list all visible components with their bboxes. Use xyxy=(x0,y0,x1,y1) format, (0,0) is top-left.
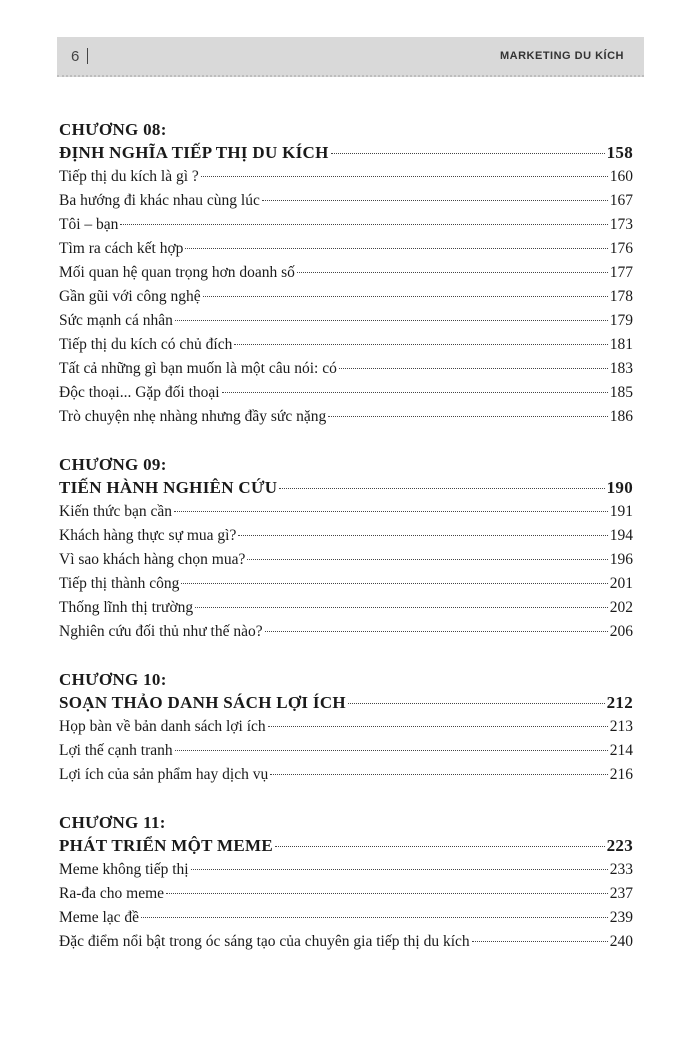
toc-entry[interactable] xyxy=(59,213,633,237)
page-number xyxy=(71,48,88,65)
entry-page-number: 212 xyxy=(606,693,633,712)
dot-leader xyxy=(195,607,608,608)
toc-entry[interactable] xyxy=(59,405,633,429)
toc-chapter xyxy=(59,811,633,954)
entry-page-number: 176 xyxy=(609,240,633,257)
dot-leader xyxy=(203,296,608,297)
entry-page-number: 173 xyxy=(609,216,633,233)
entry-page-number: 237 xyxy=(609,885,633,902)
dot-leader xyxy=(247,559,607,560)
entry-page-number: 223 xyxy=(606,836,633,855)
dot-leader xyxy=(181,583,607,584)
entry-title: Meme lạc đề xyxy=(59,909,140,926)
dot-leader xyxy=(201,176,608,177)
entry-title: Meme không tiếp thị xyxy=(59,861,189,878)
entry-title: Tôi – bạn xyxy=(59,216,119,233)
toc-entry[interactable] xyxy=(59,285,633,309)
entry-title: Gần gũi với công nghệ xyxy=(59,288,201,305)
entry-page-number: 160 xyxy=(609,168,633,185)
entry-title: Trò chuyện nhẹ nhàng nhưng đầy sức nặng xyxy=(59,408,327,425)
entry-page-number: 167 xyxy=(609,192,633,209)
entry-page-number: 206 xyxy=(609,623,633,640)
dot-leader xyxy=(348,703,605,704)
chapter-title-entry[interactable] xyxy=(59,476,633,500)
entry-title: Ba hướng đi khác nhau cùng lúc xyxy=(59,192,260,209)
page-header xyxy=(57,37,644,77)
chapter-label: CHƯƠNG 11: xyxy=(59,813,166,832)
entry-page-number: 181 xyxy=(609,336,633,353)
dot-leader xyxy=(331,153,605,154)
dot-leader xyxy=(268,726,608,727)
entry-page-number: 239 xyxy=(609,909,633,926)
chapter-title-entry[interactable] xyxy=(59,834,633,858)
dot-leader xyxy=(238,535,607,536)
entry-title: Nghiên cứu đối thủ như thế nào? xyxy=(59,623,263,640)
dot-leader xyxy=(339,368,608,369)
dot-leader xyxy=(191,869,608,870)
entry-page-number: 185 xyxy=(609,384,633,401)
toc-entry[interactable] xyxy=(59,572,633,596)
toc-entry[interactable] xyxy=(59,715,633,739)
entry-page-number: 202 xyxy=(609,599,633,616)
entry-page-number: 196 xyxy=(609,551,633,568)
toc-entry[interactable] xyxy=(59,333,633,357)
dot-leader xyxy=(297,272,608,273)
entry-page-number: 194 xyxy=(609,527,633,544)
entry-title: Kiến thức bạn cần xyxy=(59,503,172,520)
dot-leader xyxy=(175,750,608,751)
toc-entry[interactable] xyxy=(59,261,633,285)
toc-entry[interactable] xyxy=(59,930,633,954)
entry-page-number: 233 xyxy=(609,861,633,878)
page-number-text: 6 xyxy=(71,47,80,65)
toc-entry[interactable] xyxy=(59,237,633,261)
entry-title: Vì sao khách hàng chọn mua? xyxy=(59,551,246,568)
entry-title: Tiếp thị du kích có chủ đích xyxy=(59,336,233,353)
toc-entry[interactable] xyxy=(59,381,633,405)
chapter-title-entry[interactable] xyxy=(59,691,633,715)
dot-leader xyxy=(262,200,608,201)
dot-leader xyxy=(234,344,607,345)
entry-title: Tiếp thị du kích là gì ? xyxy=(59,168,199,185)
toc-entry[interactable] xyxy=(59,500,633,524)
dot-leader xyxy=(185,248,607,249)
toc-entry[interactable] xyxy=(59,548,633,572)
dot-leader xyxy=(166,893,608,894)
entry-title: Ra-đa cho meme xyxy=(59,885,165,902)
dot-leader xyxy=(328,416,608,417)
entry-page-number: 178 xyxy=(609,288,633,305)
toc-entry[interactable] xyxy=(59,165,633,189)
entry-title: SOẠN THẢO DANH SÁCH LỢI ÍCH xyxy=(59,693,346,712)
entry-title: Tìm ra cách kết hợp xyxy=(59,240,184,257)
dot-leader xyxy=(120,224,607,225)
toc-entry[interactable] xyxy=(59,524,633,548)
dot-leader xyxy=(141,917,608,918)
entry-title: Lợi thế cạnh tranh xyxy=(59,742,173,759)
toc-entry[interactable] xyxy=(59,858,633,882)
entry-page-number: 214 xyxy=(609,742,633,759)
dot-leader xyxy=(174,511,608,512)
entry-title: ĐỊNH NGHĨA TIẾP THỊ DU KÍCH xyxy=(59,143,329,162)
entry-title: Tất cả những gì bạn muốn là một câu nói: có xyxy=(59,360,337,377)
toc-entry[interactable] xyxy=(59,596,633,620)
chapter-label: CHƯƠNG 10: xyxy=(59,670,167,689)
toc-chapter xyxy=(59,453,633,644)
toc-entry[interactable] xyxy=(59,882,633,906)
entry-page-number: 201 xyxy=(609,575,633,592)
chapter-label: CHƯƠNG 09: xyxy=(59,455,167,474)
entry-page-number: 191 xyxy=(609,503,633,520)
entry-page-number: 216 xyxy=(609,766,633,783)
running-title: MARKETING DU KÍCH xyxy=(500,50,624,62)
toc-entry[interactable] xyxy=(59,189,633,213)
toc-entry[interactable] xyxy=(59,620,633,644)
entry-page-number: 183 xyxy=(609,360,633,377)
dot-leader xyxy=(270,774,608,775)
entry-page-number: 177 xyxy=(609,264,633,281)
toc-entry[interactable] xyxy=(59,763,633,787)
toc-entry[interactable] xyxy=(59,357,633,381)
entry-page-number: 190 xyxy=(606,478,633,497)
dot-leader xyxy=(279,488,604,489)
dot-leader xyxy=(222,392,608,393)
entry-title: PHÁT TRIỂN MỘT MEME xyxy=(59,836,273,855)
entry-title: Sức mạnh cá nhân xyxy=(59,312,173,329)
entry-title: Họp bàn về bản danh sách lợi ích xyxy=(59,718,266,735)
entry-title: Thống lĩnh thị trường xyxy=(59,599,194,616)
entry-title: Tiếp thị thành công xyxy=(59,575,180,592)
entry-page-number: 186 xyxy=(609,408,633,425)
table-of-contents xyxy=(59,118,633,978)
toc-chapter xyxy=(59,668,633,787)
dot-leader xyxy=(275,846,605,847)
toc-chapter xyxy=(59,118,633,429)
entry-title: Đặc điểm nổi bật trong óc sáng tạo của chuyên gia tiếp thị du kích xyxy=(59,933,470,950)
toc-entry[interactable] xyxy=(59,739,633,763)
toc-entry[interactable] xyxy=(59,906,633,930)
entry-page-number: 213 xyxy=(609,718,633,735)
entry-page-number: 179 xyxy=(609,312,633,329)
chapter-label: CHƯƠNG 08: xyxy=(59,120,167,139)
toc-entry[interactable] xyxy=(59,309,633,333)
entry-title: Mối quan hệ quan trọng hơn doanh số xyxy=(59,264,295,281)
entry-page-number: 240 xyxy=(609,933,633,950)
chapter-title-entry[interactable] xyxy=(59,141,633,165)
entry-page-number: 158 xyxy=(606,143,633,162)
dot-leader xyxy=(472,941,608,942)
page-number-divider xyxy=(87,48,88,64)
entry-title: TIẾN HÀNH NGHIÊN CỨU xyxy=(59,478,278,497)
dot-leader xyxy=(175,320,608,321)
entry-title: Độc thoại... Gặp đối thoại xyxy=(59,384,220,401)
entry-title: Lợi ích của sản phẩm hay dịch vụ xyxy=(59,766,269,783)
dot-leader xyxy=(265,631,608,632)
entry-title: Khách hàng thực sự mua gì? xyxy=(59,527,237,544)
